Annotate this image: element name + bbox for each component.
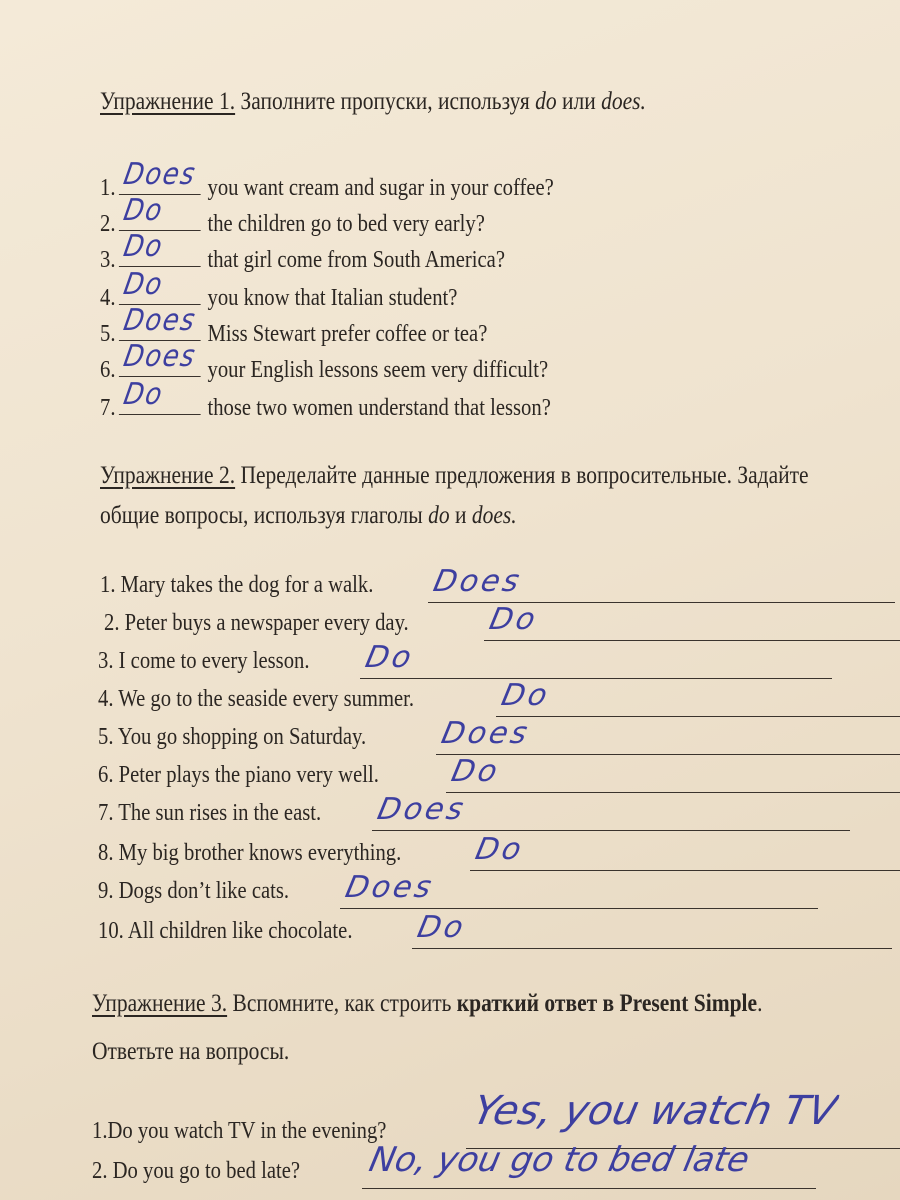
exercise-1-instruction: Заполните пропуски, используя <box>240 88 530 115</box>
exercise-3-instruction: Вспомните, как строить <box>232 990 452 1017</box>
answer-line[interactable] <box>446 792 900 793</box>
answer-line[interactable] <box>496 716 900 717</box>
handwritten-answer: Do <box>448 754 504 789</box>
exercise-2-item: 10. All children like chocolate. <box>98 918 353 944</box>
exercise-1-item <box>100 377 551 422</box>
handwritten-answer: Do <box>120 193 167 228</box>
item-number: 3. <box>100 247 116 273</box>
item-number: 7. <box>100 395 116 421</box>
answer-blank[interactable] <box>119 339 201 377</box>
exercise-3-title <box>92 990 762 1018</box>
handwritten-answer: Do <box>120 377 167 412</box>
exercise-2-item: 4. We go to the seaside every summer. <box>98 686 415 712</box>
handwritten-answer: Does <box>120 157 200 192</box>
exercise-2-instruction-2: общие вопросы, используя глаголы <box>100 502 423 529</box>
exercise-2-word-does: does. <box>471 502 517 529</box>
exercise-3-instruction-2: Ответьте на вопросы. <box>92 1038 290 1065</box>
exercise-1-item <box>100 339 549 384</box>
exercise-2-item: 6. Peter plays the piano very well. <box>98 762 379 788</box>
exercise-2-item: 3. I come to every lesson. <box>98 648 310 674</box>
answer-blank[interactable] <box>119 193 201 231</box>
handwritten-answer: Does <box>120 303 200 338</box>
exercise-2-tag: Упражнение 2. <box>100 462 236 489</box>
handwritten-answer: Yes, you watch TV <box>469 1088 841 1134</box>
answer-blank[interactable] <box>119 229 201 267</box>
handwritten-answer: Do <box>120 267 167 302</box>
handwritten-answer: Does <box>342 870 438 905</box>
exercise-2-title <box>100 462 809 490</box>
handwritten-answer: Does <box>438 716 534 751</box>
answer-line[interactable] <box>412 948 892 949</box>
exercise-2-and: и <box>454 502 467 529</box>
answer-line[interactable] <box>470 870 900 871</box>
handwritten-answer: Do <box>486 602 542 637</box>
exercise-3-dot: . <box>757 990 763 1017</box>
handwritten-answer: Do <box>120 229 167 264</box>
answer-line[interactable] <box>362 1188 816 1189</box>
answer-blank[interactable] <box>119 377 201 415</box>
exercise-2-word-do: do <box>428 502 450 529</box>
answer-line[interactable] <box>340 908 818 909</box>
item-number: 4. <box>100 285 116 311</box>
answer-line[interactable] <box>372 830 850 831</box>
exercise-2-item: 9. Dogs don’t like cats. <box>98 878 290 904</box>
item-number: 5. <box>100 321 116 347</box>
answer-line[interactable] <box>436 754 900 755</box>
handwritten-answer: Do <box>362 640 418 675</box>
exercise-1-tag: Упражнение 1. <box>100 88 236 115</box>
exercise-3-bold: краткий ответ в Present Simple <box>456 990 758 1017</box>
exercise-2-instruction: Переделайте данные предложения в вопросительные. Задайте <box>240 462 809 489</box>
handwritten-answer: Do <box>472 832 528 867</box>
answer-blank[interactable] <box>119 157 201 195</box>
question-text: Miss Stewart prefer coffee or tea? <box>207 321 488 347</box>
handwritten-answer: Do <box>414 910 470 945</box>
exercise-2-item: 5. You go shopping on Saturday. <box>98 724 367 750</box>
exercise-3-item: 2. Do you go to bed late? <box>92 1158 301 1184</box>
question-text: the children go to bed very early? <box>207 211 485 237</box>
item-number: 1. <box>100 175 116 201</box>
handwritten-answer: No, you go to bed late <box>365 1140 753 1180</box>
exercise-1-item <box>100 157 554 202</box>
question-text: you know that Italian student? <box>207 285 458 311</box>
exercise-1-or: или <box>561 88 596 115</box>
answer-line[interactable] <box>360 678 832 679</box>
exercise-1-title <box>100 88 646 116</box>
handwritten-answer: Does <box>374 792 470 827</box>
item-number: 6. <box>100 357 116 383</box>
question-text: those two women understand that lesson? <box>207 395 551 421</box>
exercise-1-word-does: does. <box>601 88 646 115</box>
exercise-1-word-do: do <box>535 88 557 115</box>
exercise-2-title-line2 <box>100 502 517 530</box>
handwritten-answer: Does <box>430 564 526 599</box>
handwritten-answer: Do <box>498 678 554 713</box>
exercise-3-tag: Упражнение 3. <box>92 990 228 1017</box>
handwritten-answer: Does <box>120 339 200 374</box>
item-number: 2. <box>100 211 116 237</box>
answer-blank[interactable] <box>119 303 201 341</box>
exercise-3-item: 1.Do you watch TV in the evening? <box>92 1118 387 1144</box>
question-text: your English lessons seem very difficult? <box>207 357 549 383</box>
exercise-2-item: 1. Mary takes the dog for a walk. <box>100 572 374 598</box>
answer-blank[interactable] <box>119 267 201 305</box>
answer-line[interactable] <box>484 640 900 641</box>
question-text: you want cream and sugar in your coffee? <box>207 175 554 201</box>
exercise-2-item: 7. The sun rises in the east. <box>98 800 322 826</box>
question-text: that girl come from South America? <box>207 247 505 273</box>
exercise-2-item: 8. My big brother knows everything. <box>98 840 402 866</box>
exercise-2-item: 2. Peter buys a newspaper every day. <box>104 610 409 636</box>
exercise-3-title-line2 <box>92 1038 289 1066</box>
